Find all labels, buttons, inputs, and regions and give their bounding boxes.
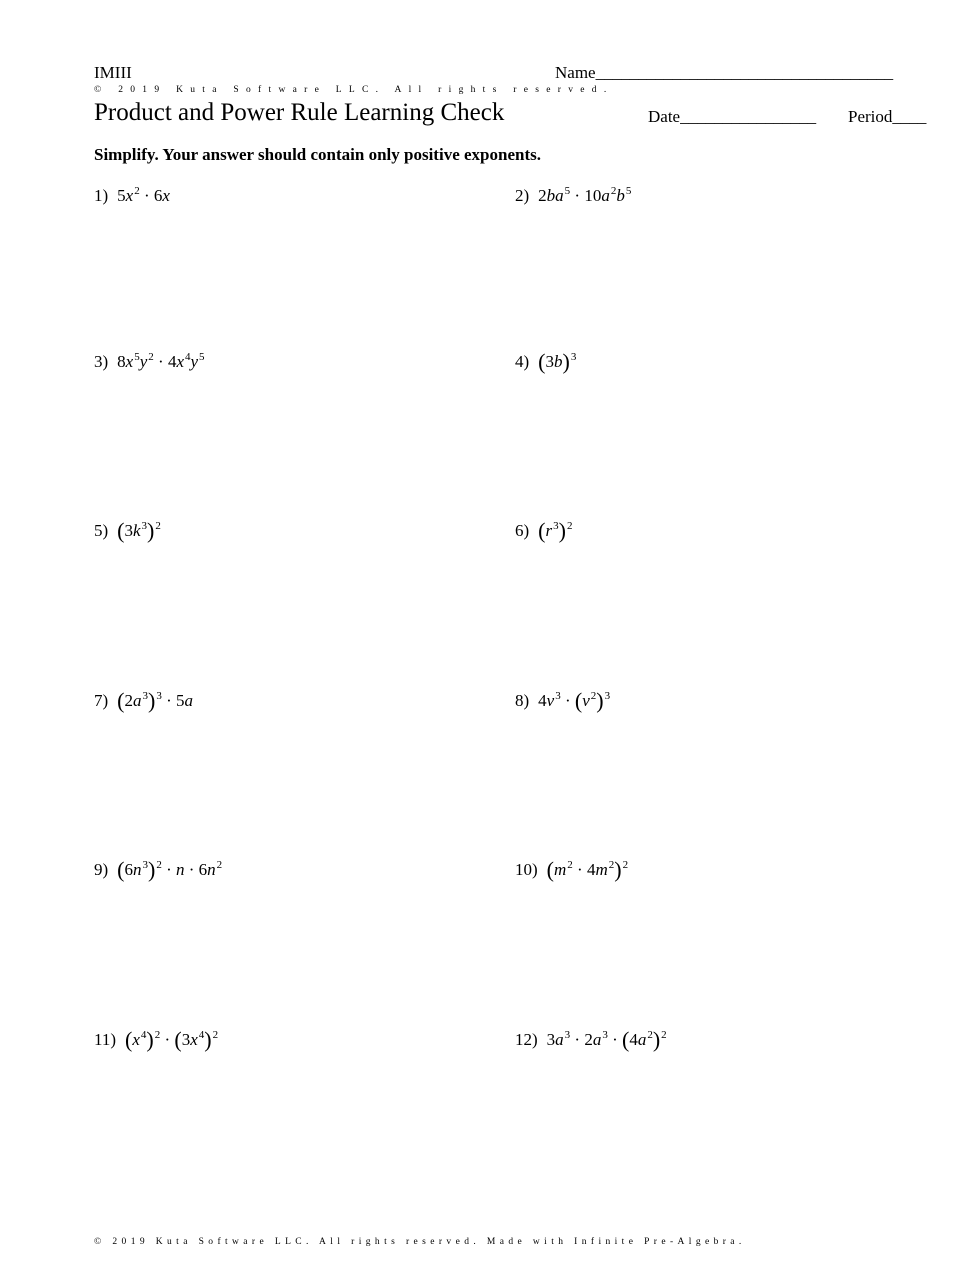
problem-2: 2) $2ba^5 \cdot 10a^2b^5$: [515, 185, 632, 205]
problem-number: 5): [94, 521, 109, 540]
problem-8: 8) $4v^3 \cdot (v^2)^3$: [515, 688, 611, 713]
problem-number: 10): [515, 860, 538, 879]
problem-number: 8): [515, 691, 530, 710]
class-name: IMIII: [94, 63, 132, 82]
problem-number: 1): [94, 186, 109, 205]
problem-3: 3) $8x^5y^2 \cdot 4x^4y^5$: [94, 351, 205, 371]
period-field: Period____: [848, 107, 927, 126]
problem-number: 3): [94, 352, 109, 371]
problem-number: 7): [94, 691, 109, 710]
name-field: Name___________________________________: [555, 63, 894, 82]
problem-5: 5) $(3k^3)^2$: [94, 518, 161, 543]
copyright-notice-bottom: © 2019 Kuta Software LLC. All rights reserved. Made with Infinite Pre-Algebra.: [94, 1237, 746, 1247]
problem-7: 7) $(2a^3)^3 \cdot 5a$: [94, 688, 193, 713]
problem-1: 1) $5x^2 \cdot 6x$: [94, 185, 170, 205]
problem-number: 12): [515, 1030, 538, 1049]
problem-number: 2): [515, 186, 530, 205]
problem-6: 6) $(r^3)^2$: [515, 518, 573, 543]
problem-10: 10) $(m^2 \cdot 4m^2)^2$: [515, 857, 629, 882]
problem-4: 4) $(3b)^3$: [515, 349, 577, 374]
copyright-notice-top: © 2019 Kuta Software LLC. All rights reserved.: [94, 85, 614, 95]
problem-11: 11) $(x^4)^2 \cdot (3x^4)^2$: [94, 1027, 219, 1052]
problem-12: 12) $3a^3 \cdot 2a^3 \cdot (4a^2)^2$: [515, 1027, 667, 1052]
problem-9: 9) $(6n^3)^2 \cdot n \cdot 6n^2$: [94, 857, 223, 882]
worksheet-title: Product and Power Rule Learning Check: [94, 99, 505, 126]
instructions: Simplify. Your answer should contain only positive exponents.: [94, 145, 541, 164]
problem-number: 11): [94, 1030, 117, 1049]
date-field: Date________________: [648, 107, 817, 126]
problem-number: 6): [515, 521, 530, 540]
problem-number: 4): [515, 352, 530, 371]
problem-number: 9): [94, 860, 109, 879]
